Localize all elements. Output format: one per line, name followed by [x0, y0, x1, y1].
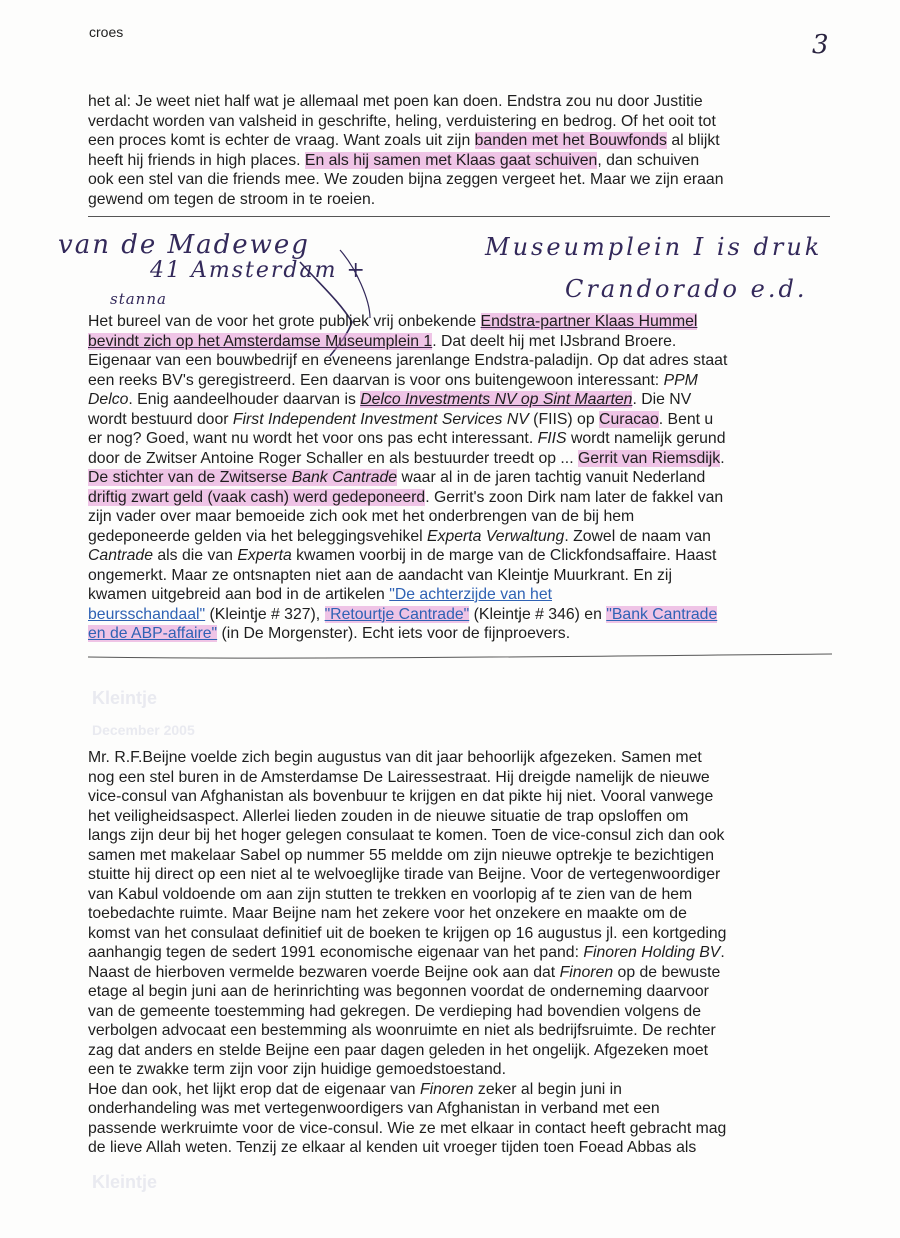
- text-line: nog een stel buren in de Amsterdamse De Lairessestraat. Hij dreigde namelijk de nieuwe: [88, 768, 710, 786]
- text-line: van Kabul voldoende om aan zijn stutten te trekken en voorlopig af te zien van de hem: [88, 885, 693, 903]
- text-line: driftig zwart geld (vaak cash) werd gedeponeerd. Gerrit's zoon Dirk nam later de fakkel van: [88, 488, 724, 506]
- text-line: toebedachte ruimte. Maar Beijne nam het zekere voor het onzekere en maakte om de: [88, 905, 687, 922]
- text-line: van de gemeente toestemming had gekregen. De verdieping had bovendien volgens de: [88, 1002, 701, 1020]
- text-line: passende werkruimte voor de vice-consul. Wie ze met elkaar in contact heeft gebracht mag: [88, 1119, 727, 1137]
- link-achterzijde[interactable]: "De achterzijde van het: [389, 586, 553, 603]
- text-line: een te zwakke term zijn voor zijn huidige gemoedstoestand.: [88, 1061, 506, 1078]
- text-line: zijn vader over maar bemoeide zich ook met het onderbrengen van de bij hem: [88, 508, 635, 525]
- text-line: Het bureel van de voor het grote publiek vrij onbekende Endstra-partner Klaas Hummel: [88, 313, 698, 330]
- highlight-gerrit: Gerrit van Riemsdijk: [577, 449, 721, 467]
- highlight-klaas: En als hij samen met Klaas gaat schuiven: [304, 151, 598, 169]
- text-line: verdacht worden van valsheid in geschrifte, heling, verduistering en bedrog. Of het ooit tot: [88, 112, 716, 130]
- highlight-bouwfonds: banden met het Bouwfonds: [474, 132, 667, 149]
- text-line: De stichter van de Zwitserse Bank Cantrade waar al in de jaren tachtig vanuit Nederland: [88, 469, 706, 486]
- link-beursschandaal[interactable]: beursschandaal": [88, 605, 206, 623]
- text-line: ook een stel van die friends mee. We zouden bijna zeggen vergeet het. Maar we zijn eraan: [88, 171, 724, 188]
- highlight-curacao: Curacao: [599, 410, 659, 428]
- header-label: croes: [89, 24, 124, 40]
- text-line: het al: Je weet niet half wat je allemaal met poen kan doen. Endstra zou nu door Justitie: [88, 93, 703, 110]
- faded-text: Kleintje: [92, 688, 158, 708]
- text-line: Naast de hierboven vermelde bezwaren voerde Beijne ook aan dat Finoren op de bewuste: [88, 963, 721, 981]
- text-line: stuitte hij direct op een niet al te welvoeglijke tirade van Beijne. Voor de vertegenwoordiger: [88, 866, 721, 883]
- link-abp-affaire[interactable]: en de ABP-affaire": [88, 625, 218, 642]
- text-line: en de ABP-affaire" (in De Morgenster). Echt iets voor de fijnproevers.: [88, 625, 571, 642]
- text-line: zag dat anders en stelde Beijne een paar dagen geleden in het ongelijk. Afgezeken moet: [88, 1041, 709, 1059]
- highlight-delco-investments: Delco Investments NV op Sint Maarten: [360, 391, 633, 408]
- text-line: Mr. R.F.Beijne voelde zich begin augustus van dit jaar behoorlijk afgezeken. Samen met: [88, 749, 702, 766]
- handwritten-note-left-1: van de Madeweg: [58, 230, 310, 260]
- highlight-museumplein: bevindt zich op het Amsterdamse Museumplein 1: [88, 332, 433, 350]
- text-line: Cantrade als die van Experta kwamen voorbij in de marge van de Clickfondsaffaire. Haast: [88, 547, 717, 564]
- text-line: heeft hij friends in high places. En als hij samen met Klaas gaat schuiven, dan schuiven: [88, 151, 700, 169]
- text-line: gewend om tegen de stroom in te roeien.: [88, 190, 376, 208]
- handwritten-page-number: 3: [812, 30, 829, 60]
- text-line: de lieve Allah weten. Tenzij ze elkaar al kenden uit vroeger tijden toen Foead Abbas als: [88, 1139, 697, 1156]
- text-line: aanhangig tegen de sedert 1991 economische eigenaar van het pand: Finoren Holding BV.: [88, 944, 725, 961]
- text-line: er nog? Goed, want nu wordt het voor ons pas echt interessant. FIIS wordt namelijk gerund: [88, 430, 726, 447]
- text-line: het veiligheidsaspect. Allerlei lieden zouden in de nieuwe situatie de trap opsloffen om: [88, 807, 689, 825]
- paragraph-2: [88, 312, 828, 644]
- link-bank-cantrade[interactable]: "Bank Cantrade: [606, 605, 718, 623]
- text-line: Delco. Enig aandeelhouder daarvan is Delco Investments NV op Sint Maarten. Die NV: [88, 391, 692, 408]
- text-line: etage al begin juni aan de herinrichting was begonnen voordat de onderneming daarvoor: [88, 983, 709, 1000]
- paragraph-3: [88, 748, 828, 1158]
- handwritten-note-left-3: stanna: [110, 290, 167, 308]
- handwritten-note-right-1: Museumplein I is druk: [485, 233, 823, 261]
- highlight-endstra-partner: Endstra-partner Klaas Hummel: [480, 313, 698, 330]
- text-line: langs zijn deur bij het hoger gelegen consulaat te komen. Toen de vice-consul zich dan ook: [88, 827, 725, 844]
- text-line: onderhandeling was met vertegenwoordigers van Afghanistan in verband met een: [88, 1100, 660, 1117]
- text-line: samen met makelaar Sabel op nummer 55 meldde om zijn nieuwe optrekje te bezichtigen: [88, 846, 715, 864]
- text-line: vice-consul van Afghanistan als bovenbuur te krijgen en dat pikte hij niet. Vooral vanwege: [88, 788, 714, 805]
- text-line: wordt bestuurd door First Independent Investment Services NV (FIIS) op Curacao. Bent u: [88, 410, 714, 428]
- faded-date: December 2005: [92, 722, 195, 738]
- link-retourtje-cantrade[interactable]: "Retourtje Cantrade": [324, 605, 470, 623]
- text-line: kwamen uitgebreid aan bod in de artikelen "De achterzijde van het: [88, 586, 553, 603]
- handwritten-note-left-2: 41 Amsterdam +: [150, 258, 367, 283]
- text-line: komst van het consulaat definitief uit de boeken te krijgen op 16 augustus jl. een kortgeding: [88, 924, 727, 942]
- text-line: ongemerkt. Maar ze ontsnapten niet aan de aandacht van Kleintje Muurkrant. En zij: [88, 566, 672, 584]
- highlight-stichter: De stichter van de Zwitserse Bank Cantrade: [88, 469, 398, 486]
- handwritten-note-right-2: Crandorado e.d.: [565, 275, 808, 303]
- text-line: gedeponeerde gelden via het beleggingsvehikel Experta Verwaltung. Zowel de naam van: [88, 527, 711, 545]
- faded-text-bottom: Kleintje: [92, 1172, 158, 1192]
- text-line: een reeks BV's geregistreerd. Een daarvan is voor ons buitengewoon interessant: PPM: [88, 371, 698, 389]
- text-line: een proces komt is echter de vraag. Want zoals uit zijn banden met het Bouwfonds al blijkt: [88, 132, 720, 149]
- text-line: verbolgen advocaat een bestemming als woonruimte en niet als bedrijfsruimte. De rechter: [88, 1022, 716, 1039]
- text-line: Hoe dan ook, het lijkt erop dat de eigenaar van Finoren zeker al begin juni in: [88, 1080, 622, 1098]
- text-line: beursschandaal" (Kleintje # 327), "Retourtje Cantrade" (Kleintje # 346) en "Bank Cantrade: [88, 605, 718, 623]
- text-line: bevindt zich op het Amsterdamse Museumplein 1. Dat deelt hij met IJsbrand Broere.: [88, 332, 677, 350]
- text-line: door de Zwitser Antoine Roger Schaller en als bestuurder treedt op ... Gerrit van Riemsdijk.: [88, 449, 725, 467]
- highlight-zwart-geld: driftig zwart geld (vaak cash) werd gedeponeerd: [88, 488, 426, 506]
- text-line: Eigenaar van een bouwbedrijf en eveneens jarenlange Endstra-paladijn. Op dat adres staat: [88, 352, 728, 369]
